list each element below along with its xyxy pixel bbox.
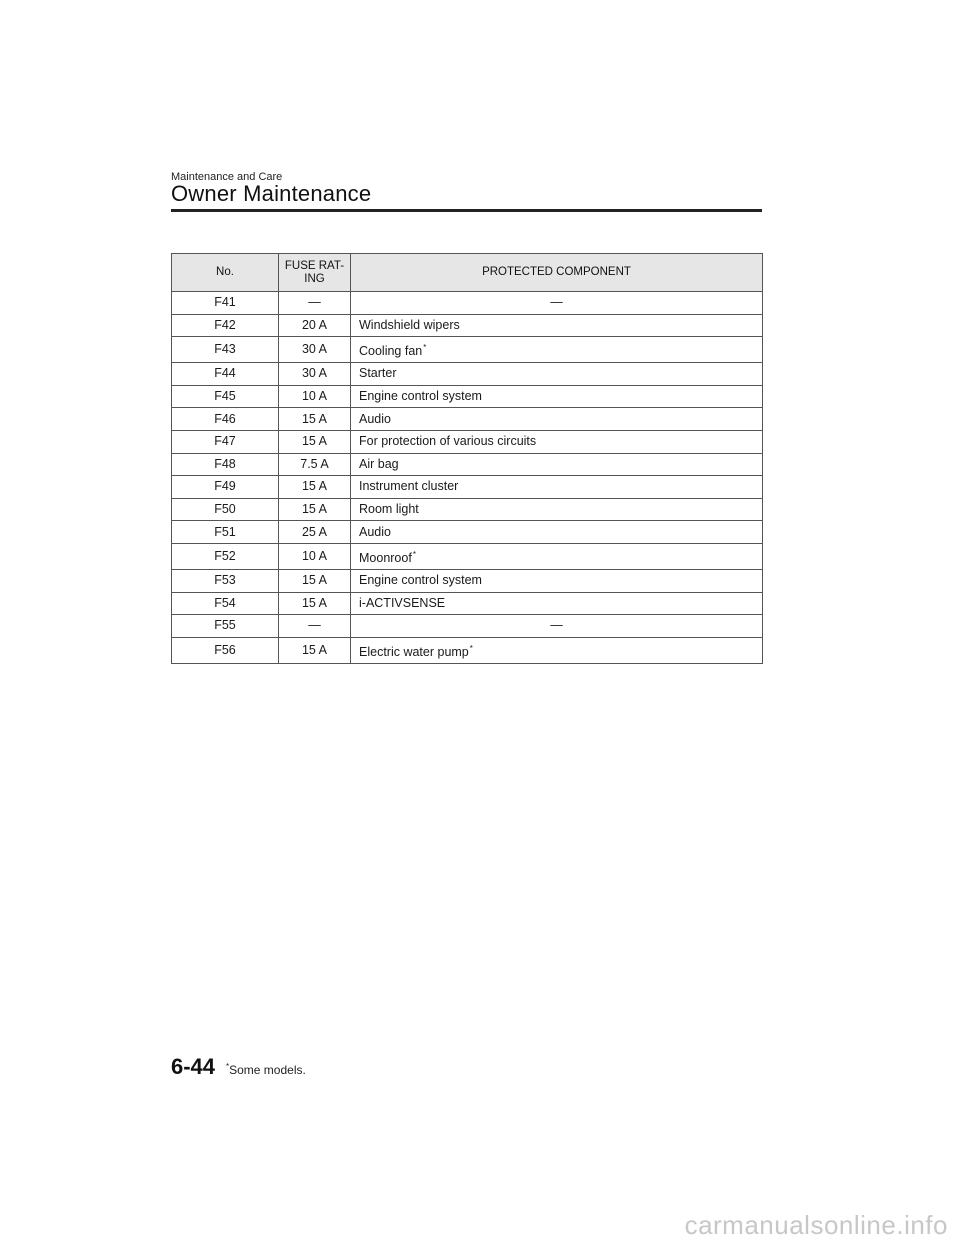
some-models-mark: *: [469, 643, 473, 653]
fuse-number-cell: F56: [172, 637, 279, 663]
fuse-rating-cell: 25 A: [279, 521, 351, 544]
section-label: Maintenance and Care: [171, 171, 283, 183]
table-row: [172, 337, 763, 363]
component-label: Moonroof: [359, 550, 412, 565]
fuse-rating-cell: 7.5 A: [279, 453, 351, 476]
fuse-number-cell: F42: [172, 314, 279, 337]
protected-component-cell: [351, 453, 763, 476]
table-row: [172, 592, 763, 615]
title-rule: [171, 209, 762, 212]
component-label: Engine control system: [359, 389, 482, 404]
protected-component-cell: [351, 498, 763, 521]
fuse-number-cell: F48: [172, 453, 279, 476]
component-label: i-ACTIVSENSE: [359, 595, 446, 610]
table-row: [172, 314, 763, 337]
fuse-number-cell: F44: [172, 363, 279, 386]
component-label: Instrument cluster: [359, 479, 459, 494]
footnote: [226, 1062, 306, 1077]
fuse-rating-cell: 10 A: [279, 543, 351, 569]
fuse-rating-cell: —: [279, 292, 351, 315]
fuse-number-cell: F55: [172, 615, 279, 638]
fuse-table: [171, 253, 763, 664]
fuse-rating-cell: 15 A: [279, 430, 351, 453]
protected-component-cell: [351, 592, 763, 615]
fuse-rating-cell: 15 A: [279, 498, 351, 521]
protected-component-cell: [351, 363, 763, 386]
fuse-number-cell: F43: [172, 337, 279, 363]
protected-component-cell: [351, 637, 763, 663]
fuse-table-body: [172, 292, 763, 664]
table-row: [172, 543, 763, 569]
protected-component-cell: [351, 337, 763, 363]
page-number: 6-44: [171, 1054, 216, 1079]
component-label: Audio: [359, 524, 391, 539]
fuse-number-cell: F53: [172, 569, 279, 592]
fuse-rating-cell: 15 A: [279, 408, 351, 431]
watermark[interactable]: carmanualsonline.info: [684, 1210, 948, 1240]
component-label: Electric water pump: [359, 644, 469, 659]
page-title: Owner Maintenance: [171, 181, 372, 206]
table-row: [172, 637, 763, 663]
protected-component-cell: [351, 521, 763, 544]
component-label: Cooling fan: [359, 344, 423, 359]
some-models-mark: *: [423, 343, 427, 353]
fuse-rating-cell: 15 A: [279, 569, 351, 592]
component-label: Starter: [359, 366, 397, 381]
column-header-no: No.: [172, 254, 279, 292]
fuse-number-cell: F50: [172, 498, 279, 521]
table-row: [172, 430, 763, 453]
fuse-rating-cell: 20 A: [279, 314, 351, 337]
table-row: [172, 363, 763, 386]
table-row: [172, 569, 763, 592]
protected-component-cell: [351, 543, 763, 569]
table-row: [172, 521, 763, 544]
fuse-rating-cell: 30 A: [279, 337, 351, 363]
protected-component-cell: [351, 430, 763, 453]
component-label: Engine control system: [359, 573, 482, 588]
table-row: [172, 385, 763, 408]
table-row: [172, 408, 763, 431]
component-label: Audio: [359, 411, 391, 426]
some-models-mark: *: [412, 549, 416, 559]
component-label: Windshield wipers: [359, 317, 460, 332]
fuse-number-cell: F46: [172, 408, 279, 431]
fuse-rating-cell: 30 A: [279, 363, 351, 386]
footnote-text: Some models.: [229, 1063, 306, 1077]
fuse-number-cell: F54: [172, 592, 279, 615]
fuse-number-cell: F51: [172, 521, 279, 544]
fuse-rating-cell: 15 A: [279, 637, 351, 663]
fuse-number-cell: F47: [172, 430, 279, 453]
fuse-rating-cell: 10 A: [279, 385, 351, 408]
fuse-number-cell: F41: [172, 292, 279, 315]
fuse-number-cell: F52: [172, 543, 279, 569]
component-label: Air bag: [359, 456, 399, 471]
table-row: [172, 476, 763, 499]
protected-component-cell: [351, 385, 763, 408]
component-label: Room light: [359, 502, 419, 517]
protected-component-cell: [351, 292, 763, 315]
protected-component-cell: [351, 476, 763, 499]
fuse-rating-cell: 15 A: [279, 476, 351, 499]
table-row: [172, 292, 763, 315]
table-row: [172, 498, 763, 521]
table-header-row: [172, 254, 763, 292]
column-header-protected-component: PROTECTED COMPONENT: [351, 254, 763, 292]
fuse-rating-cell: —: [279, 615, 351, 638]
protected-component-cell: [351, 569, 763, 592]
fuse-number-cell: F45: [172, 385, 279, 408]
column-header-fuse-rating: FUSE RAT- ING: [279, 254, 351, 292]
protected-component-cell: [351, 314, 763, 337]
footnote-mark: *: [226, 1062, 230, 1071]
protected-component-cell: [351, 615, 763, 638]
table-row: [172, 453, 763, 476]
protected-component-cell: [351, 408, 763, 431]
table-row: [172, 615, 763, 638]
component-label: For protection of various circuits: [359, 434, 537, 449]
fuse-rating-cell: 15 A: [279, 592, 351, 615]
component-label: —: [550, 618, 563, 633]
fuse-number-cell: F49: [172, 476, 279, 499]
component-label: —: [550, 295, 563, 310]
